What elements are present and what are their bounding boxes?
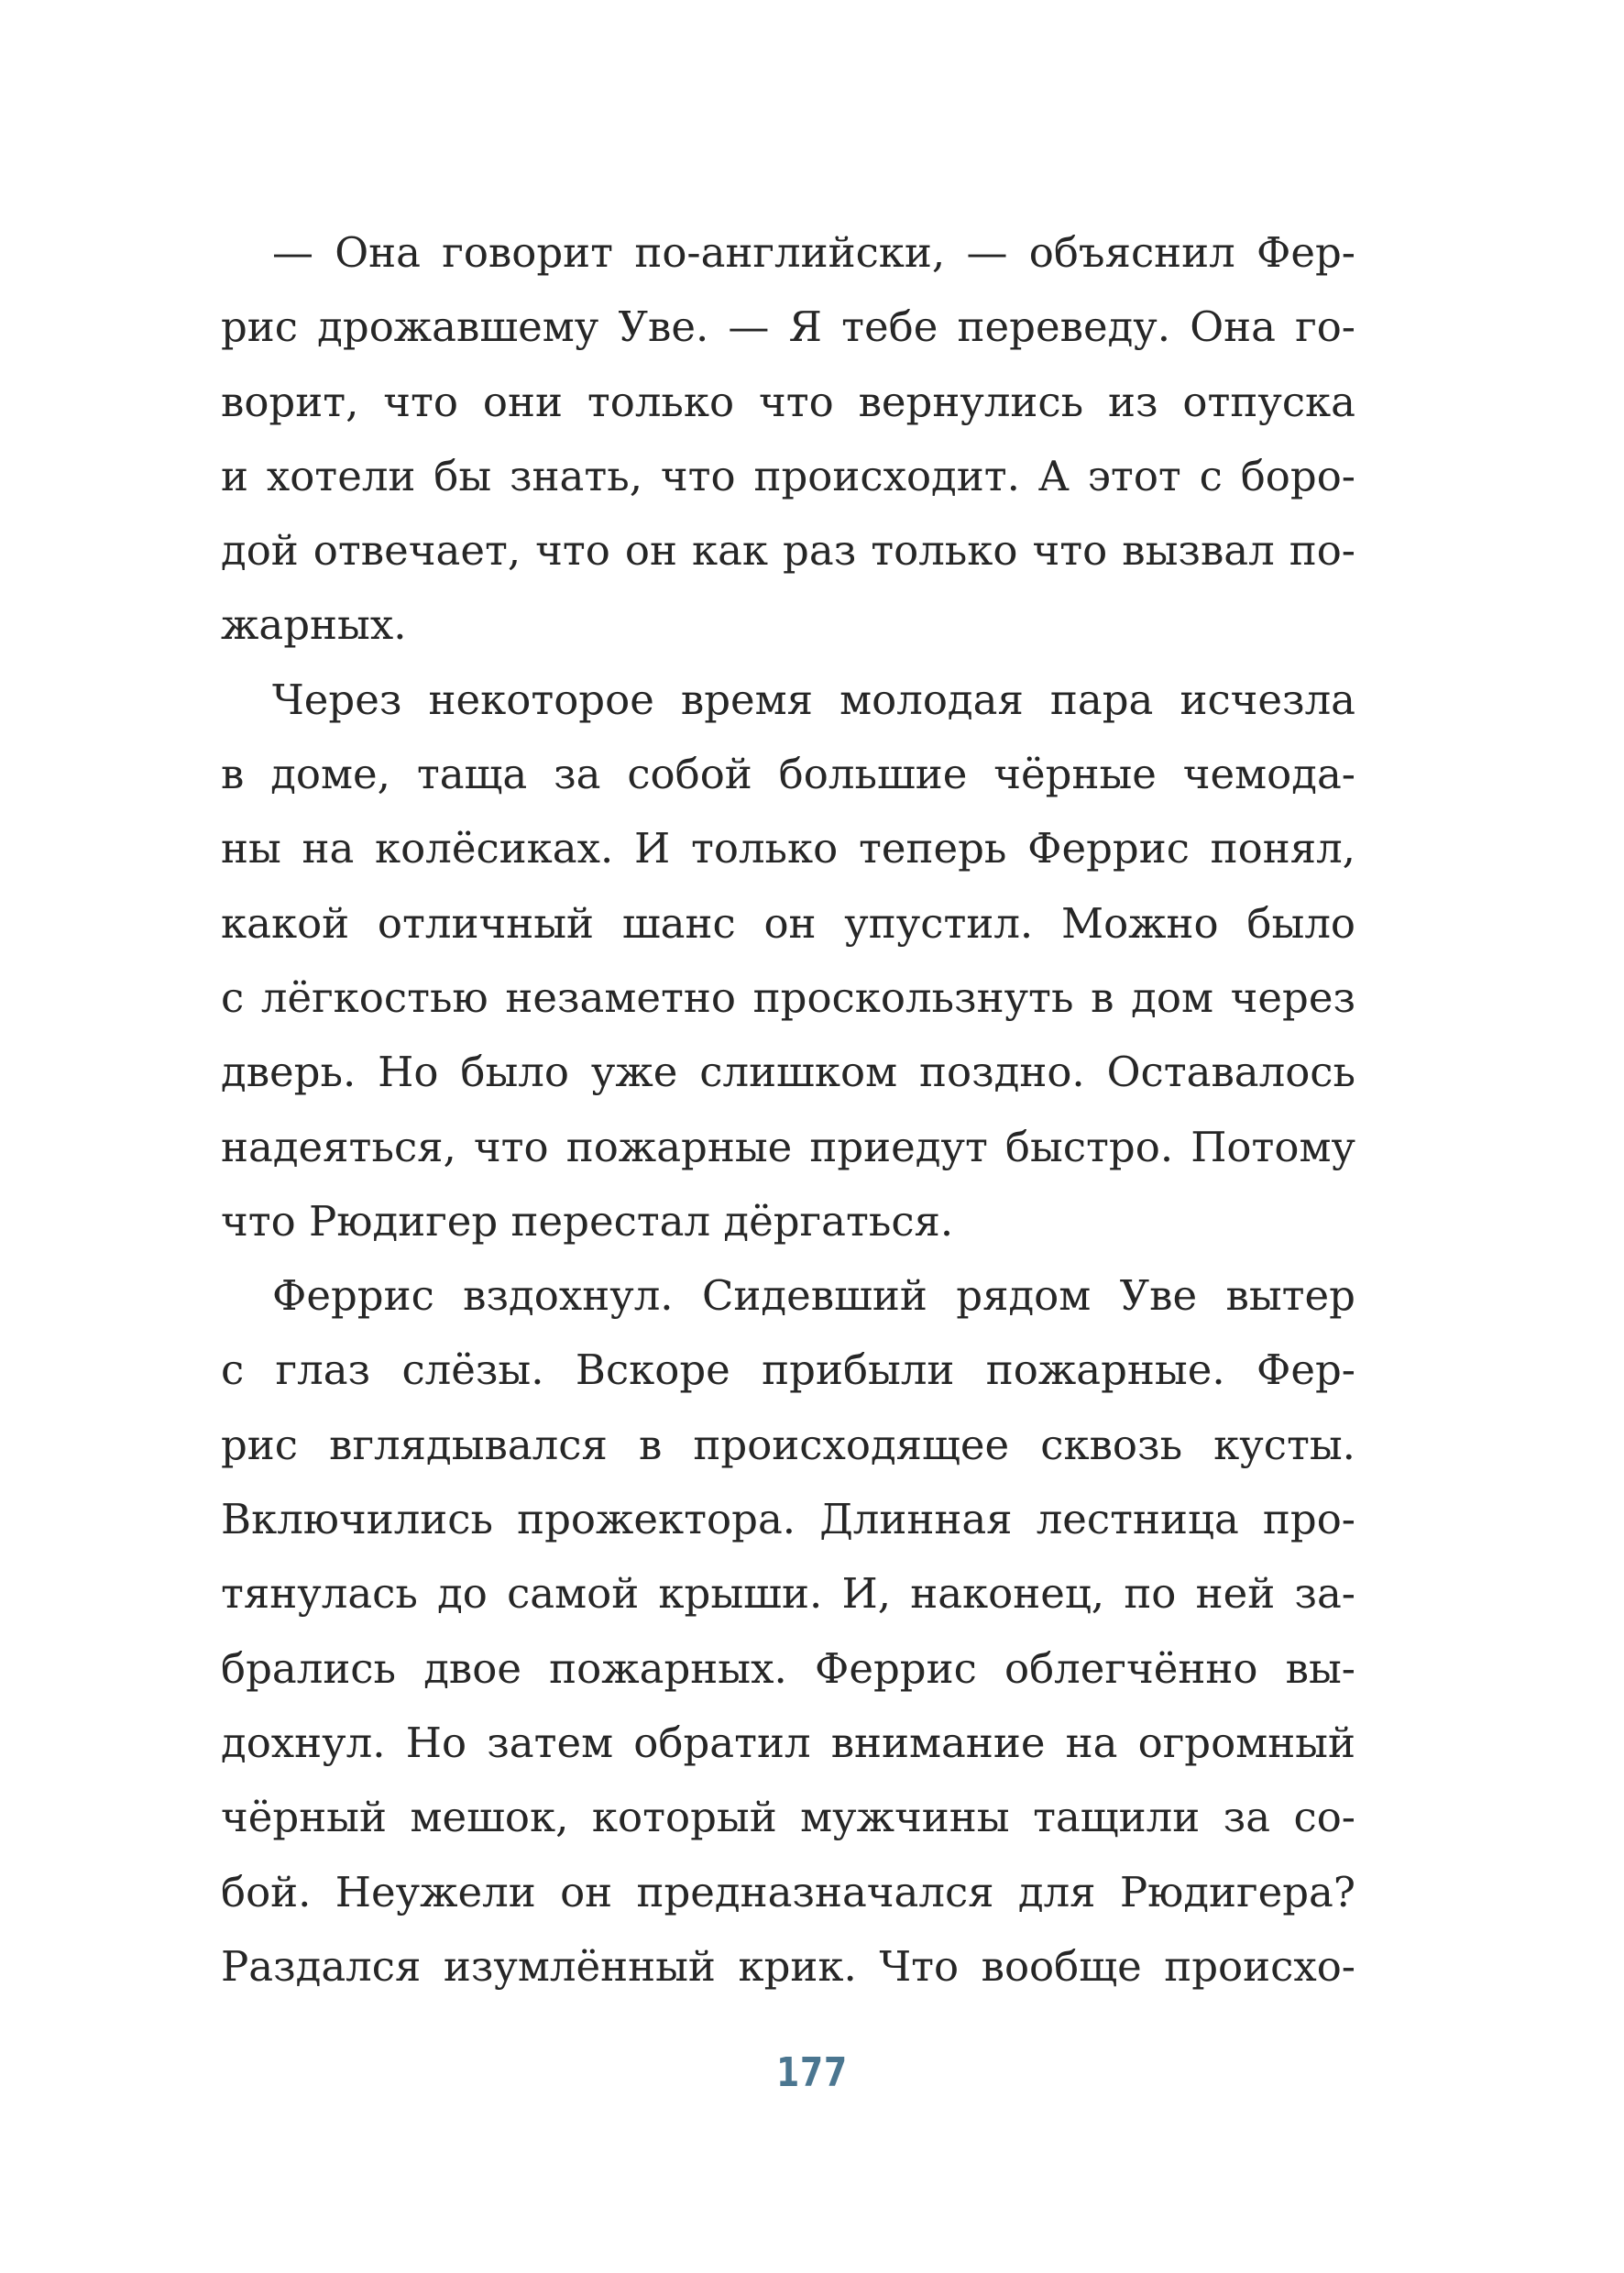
text-line: что Рюдигер перестал дёргаться. bbox=[221, 1196, 954, 1246]
text-line: надеяться, что пожарные приедут быстро. Потому bbox=[221, 1122, 1355, 1171]
text-line: ворит, что они только что вернулись из отпуска bbox=[221, 377, 1355, 426]
text-line: Раздался изумлённый крик. Что вообще происхо- bbox=[221, 1941, 1355, 1991]
text-line: какой отличный шанс он упустил. Можно было bbox=[221, 898, 1355, 948]
text-line: Включились прожектора. Длинная лестница про- bbox=[221, 1495, 1355, 1544]
text-line: Через некоторое время молодая пара исчезла bbox=[272, 675, 1355, 724]
text-line: рис вглядывался в происходящее сквозь кусты. bbox=[221, 1420, 1355, 1469]
text-line: чёрный мешок, который мужчины тащили за со- bbox=[221, 1793, 1355, 1842]
paragraph bbox=[221, 215, 1355, 663]
text-line: ны на колёсиках. И только теперь Феррис понял, bbox=[221, 824, 1355, 873]
text-line: — Она говорит по-английски, — объяснил Фер- bbox=[272, 228, 1355, 277]
paragraph bbox=[221, 663, 1355, 1258]
page-number: 177 bbox=[776, 2049, 848, 2096]
text-line: бой. Неужели он предназначался для Рюдигера? bbox=[221, 1867, 1355, 1916]
body-text bbox=[221, 215, 1355, 2004]
text-line: рис дрожавшему Уве. — Я тебе переведу. Она го- bbox=[221, 302, 1355, 352]
text-line: и хотели бы знать, что происходит. А этот с боро- bbox=[221, 451, 1355, 500]
text-line: Феррис вздохнул. Сидевший рядом Уве вытер bbox=[272, 1271, 1355, 1321]
text-line: в доме, таща за собой большие чёрные чемода- bbox=[221, 750, 1355, 799]
text-line: тянулась до самой крыши. И, наконец, по ней за- bbox=[221, 1569, 1355, 1619]
text-line: дверь. Но было уже слишком поздно. Оставалось bbox=[221, 1048, 1355, 1097]
paragraph bbox=[221, 1258, 1355, 2004]
text-line: дой отвечает, что он как раз только что вызвал по- bbox=[221, 526, 1355, 576]
text-line: с глаз слёзы. Вскоре прибыли пожарные. Фер- bbox=[221, 1345, 1355, 1395]
text-line: дохнул. Но затем обратил внимание на огромный bbox=[221, 1718, 1355, 1767]
text-line: с лёгкостью незаметно проскользнуть в дом через bbox=[221, 972, 1355, 1022]
text-line: брались двое пожарных. Феррис облегчённо вы- bbox=[221, 1643, 1355, 1693]
text-line: жарных. bbox=[221, 600, 407, 650]
